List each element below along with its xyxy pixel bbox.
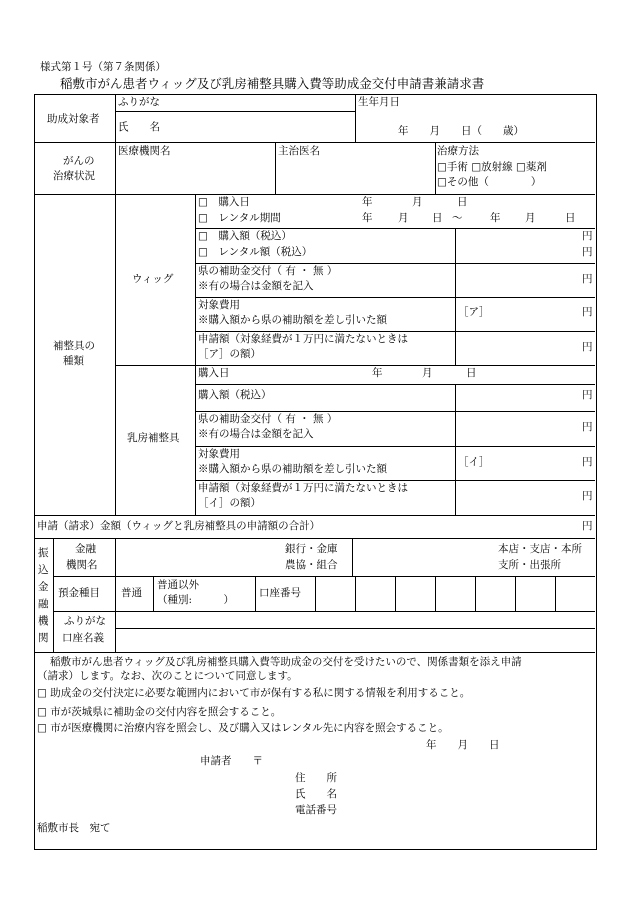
birthdate-fields[interactable]: 年 月 日（ 歳） [398,125,524,137]
holder-label: 口座名義 [62,632,104,644]
row-divider [195,411,595,412]
declaration-line-1: 稲敷市がん患者ウィッグ及び乳房補整具購入費等助成金の交付を受けたいので、関係書類を添え申請 [50,656,522,668]
wig-rental-period[interactable]: □ レンタル期間 [198,212,281,224]
breast-request-note: ［イ］の額） [198,497,261,509]
yen: 円 [582,490,593,502]
date-year: 年 [372,367,383,379]
bank-side-char: 関 [38,632,49,644]
furigana-label: ふりがな [118,96,160,108]
account-number-label: 口座番号 [259,587,301,599]
total-label: 申請（請求）金額（ウィッグと乳房補整具の申請額の合計） [37,520,321,532]
treatment-label-2: 治療状況 [53,170,95,182]
bank-name-label-2: 機関名 [66,559,98,571]
col-divider [435,142,436,194]
yen: 円 [582,389,593,401]
date-year: 年 [490,212,501,224]
wig-request: 申請額（対象経費が１万円に満たないときは [198,333,408,345]
yen: 円 [582,246,593,258]
breast-subsidy[interactable]: 県の補助金交付（ 有 ・ 無 ） [198,413,338,425]
application-date[interactable]: 年 月 日 [426,739,500,751]
account-digit-divider [315,576,316,611]
date-day: 日 [466,367,477,379]
wig-target-cost: 対象費用 [198,299,240,311]
account-digit-divider [475,576,476,611]
row-divider [195,446,595,447]
method-options-2[interactable]: □その他（ ） [437,176,542,188]
col-divider [153,576,154,611]
date-day: 日 [432,212,443,224]
account-digit-divider [355,576,356,611]
applicant-name-label: 氏 名 [295,788,337,800]
breast-purchase-date[interactable]: 購入日 [198,367,230,379]
breast-purchase-amount[interactable]: 購入額（税込） [198,389,272,401]
date-month: 月 [412,196,423,208]
applicant-label: 申請者 〒 [200,755,263,767]
address-label: 住 所 [295,772,337,784]
addressee: 稲敷市長 宛て [37,822,111,834]
breast-label: 乳房補整具 [127,432,180,444]
bank-side-char: 融 [38,598,49,610]
row-divider [115,111,355,112]
marker-i: ［イ］ [458,456,490,468]
col-divider [255,576,256,611]
breast-request: 申請額（対象経費が１万円に満たないときは [198,482,408,494]
tilde: ～ [452,212,463,224]
row-divider [53,576,595,577]
col-divider [355,94,356,142]
col-divider [352,538,353,576]
col-divider [195,194,196,515]
date-month: 月 [422,367,433,379]
holder-furigana-label: ふりがな [64,615,106,627]
yen: 円 [582,306,593,318]
bank-side-char: 金 [38,581,49,593]
row-divider [115,628,595,629]
wig-target-note: ※購入額から県の補助額を差し引いた額 [198,314,387,326]
wig-subsidy-note: ※有の場合は金額を記入 [198,280,314,292]
yen: 円 [582,456,593,468]
bank-side-char: 込 [38,564,49,576]
row-divider [53,611,595,612]
yen: 円 [582,421,593,433]
marker-a: ［ア］ [458,306,490,318]
date-year: 年 [362,196,373,208]
device-label-2: 種類 [63,355,84,367]
deposit-other-2[interactable]: （種別: ） [157,594,235,606]
row-divider [34,538,595,539]
col-divider [115,194,116,515]
form-title: 稲敷市がん患者ウィッグ及び乳房補整具購入費等助成金交付申請書兼請求書 [60,76,485,91]
row-divider [34,515,595,516]
bank-side-char: 振 [38,547,49,559]
method-label: 治療方法 [437,145,479,157]
consent-item-2[interactable]: □ 市が茨城県に補助金の交付内容を照会すること。 [37,706,282,718]
col-divider [115,538,116,652]
col-divider [275,142,276,194]
row-divider [195,297,595,298]
branch-type-1[interactable]: 本店・支店・本所 [498,543,582,555]
yen: 円 [582,520,593,532]
breast-target-cost: 対象費用 [198,448,240,460]
branch-type-2[interactable]: 支所・出張所 [498,559,561,571]
wig-rental-amount[interactable]: □ レンタル額（税込） [198,246,313,258]
row-divider [34,142,595,143]
row-divider [195,331,595,332]
date-month: 月 [398,212,409,224]
bank-type-2[interactable]: 農協・組合 [285,559,338,571]
consent-item-3[interactable]: □ 市が医療機関に治療内容を照会し、及び購入又はレンタル先に内容を照会すること。 [37,722,449,734]
yen: 円 [582,341,593,353]
row-divider [195,263,595,264]
birthdate-label: 生年月日 [358,96,400,108]
row-divider [34,652,595,653]
wig-request-note: ［ア］の額） [198,348,261,360]
col-divider [115,94,116,194]
subject-label: 助成対象者 [47,113,100,125]
col-divider [455,384,456,515]
date-day: 日 [457,196,468,208]
device-label-1: 補整具の [53,340,95,352]
treatment-label-1: がんの [63,155,95,167]
row-divider [115,365,595,366]
bank-type-1[interactable]: 銀行・金庫 [285,543,338,555]
form-number: 様式第１号（第７条関係） [40,61,166,73]
doctor-label: 主治医名 [278,145,320,157]
deposit-other-1[interactable]: 普通以外 [157,579,199,591]
row-divider [195,228,595,229]
yen: 円 [582,273,593,285]
row-divider [34,194,595,195]
deposit-type-label: 預金種目 [58,587,100,599]
wig-label: ウィッグ [132,273,174,285]
col-divider [53,538,54,652]
bank-name-label-1: 金融 [75,543,96,555]
date-month: 月 [525,212,536,224]
row-divider [195,480,595,481]
wig-purchase-amount[interactable]: □ 購入額（税込） [198,230,292,242]
breast-subsidy-note: ※有の場合は金額を記入 [198,428,314,440]
account-digit-divider [435,576,436,611]
account-digit-divider [395,576,396,611]
wig-subsidy[interactable]: 県の補助金交付（ 有 ・ 無 ） [198,265,338,277]
date-day: 日 [565,212,576,224]
name-label: 氏 名 [118,121,160,133]
phone-label: 電話番号 [295,804,337,816]
institution-label: 医療機関名 [118,145,171,157]
bank-side-char: 機 [38,615,49,627]
yen: 円 [582,230,593,242]
consent-item-1[interactable]: □ 助成金の交付決定に必要な範囲内において市が保有する私に関する情報を利用すること。 [37,687,471,699]
wig-purchase-date[interactable]: □ 購入日 [198,196,250,208]
row-divider [195,384,595,385]
declaration-line-2: （請求）します。なお、次のことについて同意します。 [37,670,298,682]
date-year: 年 [362,212,373,224]
account-digit-divider [515,576,516,611]
deposit-normal[interactable]: 普通 [121,587,142,599]
method-options-1[interactable]: □手術 □放射線 □薬剤 [437,161,547,173]
breast-target-note: ※購入額から県の補助額を差し引いた額 [198,463,387,475]
account-digit-divider [555,576,556,611]
